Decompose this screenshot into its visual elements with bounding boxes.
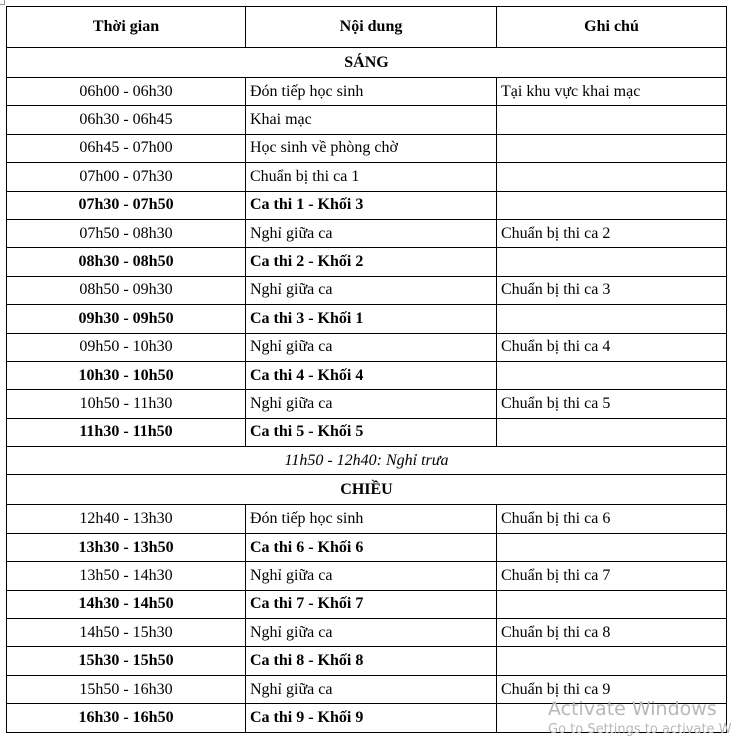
schedule-table (6, 6, 727, 733)
content-cell: Nghỉ giữa ca (246, 675, 497, 703)
watermark-line2: Go to Settings to activate W (548, 722, 732, 737)
table-row (7, 590, 727, 618)
time-cell: 13h50 - 14h30 (7, 562, 246, 590)
content-cell: Nghỉ giữa ca (246, 619, 497, 647)
note-cell: Chuẩn bị thi ca 4 (497, 333, 727, 361)
note-cell: Chuẩn bị thi ca 7 (497, 562, 727, 590)
note-cell (497, 134, 727, 162)
content-cell: Đón tiếp học sinh (246, 78, 497, 106)
content-cell: Nghỉ giữa ca (246, 276, 497, 304)
morning-label: SÁNG (7, 48, 727, 78)
afternoon-label: CHIỀU (7, 475, 727, 505)
table-row (7, 562, 727, 590)
header-row (7, 7, 727, 48)
time-cell: 09h50 - 10h30 (7, 333, 246, 361)
time-cell: 09h30 - 09h50 (7, 305, 246, 333)
table-row (7, 134, 727, 162)
table-row (7, 619, 727, 647)
content-cell: Nghỉ giữa ca (246, 333, 497, 361)
time-cell: 06h45 - 07h00 (7, 134, 246, 162)
note-cell (497, 191, 727, 219)
time-cell: 07h50 - 08h30 (7, 219, 246, 247)
time-cell: 06h00 - 06h30 (7, 78, 246, 106)
table-row (7, 305, 727, 333)
table-row (7, 191, 727, 219)
table-row (7, 533, 727, 561)
time-cell: 08h30 - 08h50 (7, 248, 246, 276)
content-cell: Ca thi 7 - Khối 7 (246, 590, 497, 618)
note-cell (497, 533, 727, 561)
afternoon-label-row (7, 475, 727, 505)
content-cell: Nghỉ giữa ca (246, 562, 497, 590)
table-row (7, 390, 727, 418)
note-cell: Chuẩn bị thi ca 3 (497, 276, 727, 304)
table-row (7, 106, 727, 134)
note-cell: Chuẩn bị thi ca 5 (497, 390, 727, 418)
content-cell: Nghỉ giữa ca (246, 390, 497, 418)
table-row (7, 78, 727, 106)
time-cell: 12h40 - 13h30 (7, 505, 246, 533)
content-cell: Ca thi 8 - Khối 8 (246, 647, 497, 675)
content-cell: Ca thi 1 - Khối 3 (246, 191, 497, 219)
note-cell (497, 418, 727, 446)
header-note: Ghi chú (497, 7, 727, 48)
table-row (7, 248, 727, 276)
note-cell (497, 106, 727, 134)
watermark-line1: Activate Windows (548, 698, 717, 720)
table-row (7, 333, 727, 361)
content-cell: Chuẩn bị thi ca 1 (246, 163, 497, 191)
note-cell (497, 248, 727, 276)
content-cell: Học sinh về phòng chờ (246, 134, 497, 162)
content-cell: Ca thi 9 - Khối 9 (246, 704, 497, 732)
time-cell: 13h30 - 13h50 (7, 533, 246, 561)
table-row (7, 276, 727, 304)
time-cell: 06h30 - 06h45 (7, 106, 246, 134)
note-cell (497, 305, 727, 333)
note-cell (497, 647, 727, 675)
table-row (7, 163, 727, 191)
note-cell: Chuẩn bị thi ca 2 (497, 219, 727, 247)
note-cell (497, 361, 727, 389)
time-cell: 15h50 - 16h30 (7, 675, 246, 703)
time-cell: 14h30 - 14h50 (7, 590, 246, 618)
content-cell: Ca thi 6 - Khối 6 (246, 533, 497, 561)
header-time: Thời gian (7, 7, 246, 48)
note-cell: Tại khu vực khai mạc (497, 78, 727, 106)
table-row (7, 418, 727, 446)
content-cell: Ca thi 5 - Khối 5 (246, 418, 497, 446)
content-cell: Ca thi 3 - Khối 1 (246, 305, 497, 333)
time-cell: 14h50 - 15h30 (7, 619, 246, 647)
content-cell: Đón tiếp học sinh (246, 505, 497, 533)
note-cell: Chuẩn bị thi ca 9 (497, 675, 727, 703)
time-cell: 16h30 - 16h50 (7, 704, 246, 732)
header-content: Nội dung (246, 7, 497, 48)
table-row (7, 219, 727, 247)
note-cell: Chuẩn bị thi ca 8 (497, 619, 727, 647)
time-cell: 15h30 - 15h50 (7, 647, 246, 675)
time-cell: 10h30 - 10h50 (7, 361, 246, 389)
content-cell: Khai mạc (246, 106, 497, 134)
time-cell: 11h30 - 11h50 (7, 418, 246, 446)
time-cell: 10h50 - 11h30 (7, 390, 246, 418)
lunch-break-row (7, 447, 727, 475)
time-cell: 07h00 - 07h30 (7, 163, 246, 191)
time-cell: 08h50 - 09h30 (7, 276, 246, 304)
morning-section-row (7, 48, 727, 78)
content-cell: Ca thi 4 - Khối 4 (246, 361, 497, 389)
table-row (7, 361, 727, 389)
note-cell: Chuẩn bị thi ca 6 (497, 505, 727, 533)
content-cell: Ca thi 2 - Khối 2 (246, 248, 497, 276)
table-row (7, 505, 727, 533)
page-corner-mark (0, 0, 5, 5)
note-cell (497, 590, 727, 618)
note-cell (497, 163, 727, 191)
lunch-break: 11h50 - 12h40: Nghỉ trưa (7, 447, 727, 475)
content-cell: Nghỉ giữa ca (246, 219, 497, 247)
table-row (7, 647, 727, 675)
time-cell: 07h30 - 07h50 (7, 191, 246, 219)
